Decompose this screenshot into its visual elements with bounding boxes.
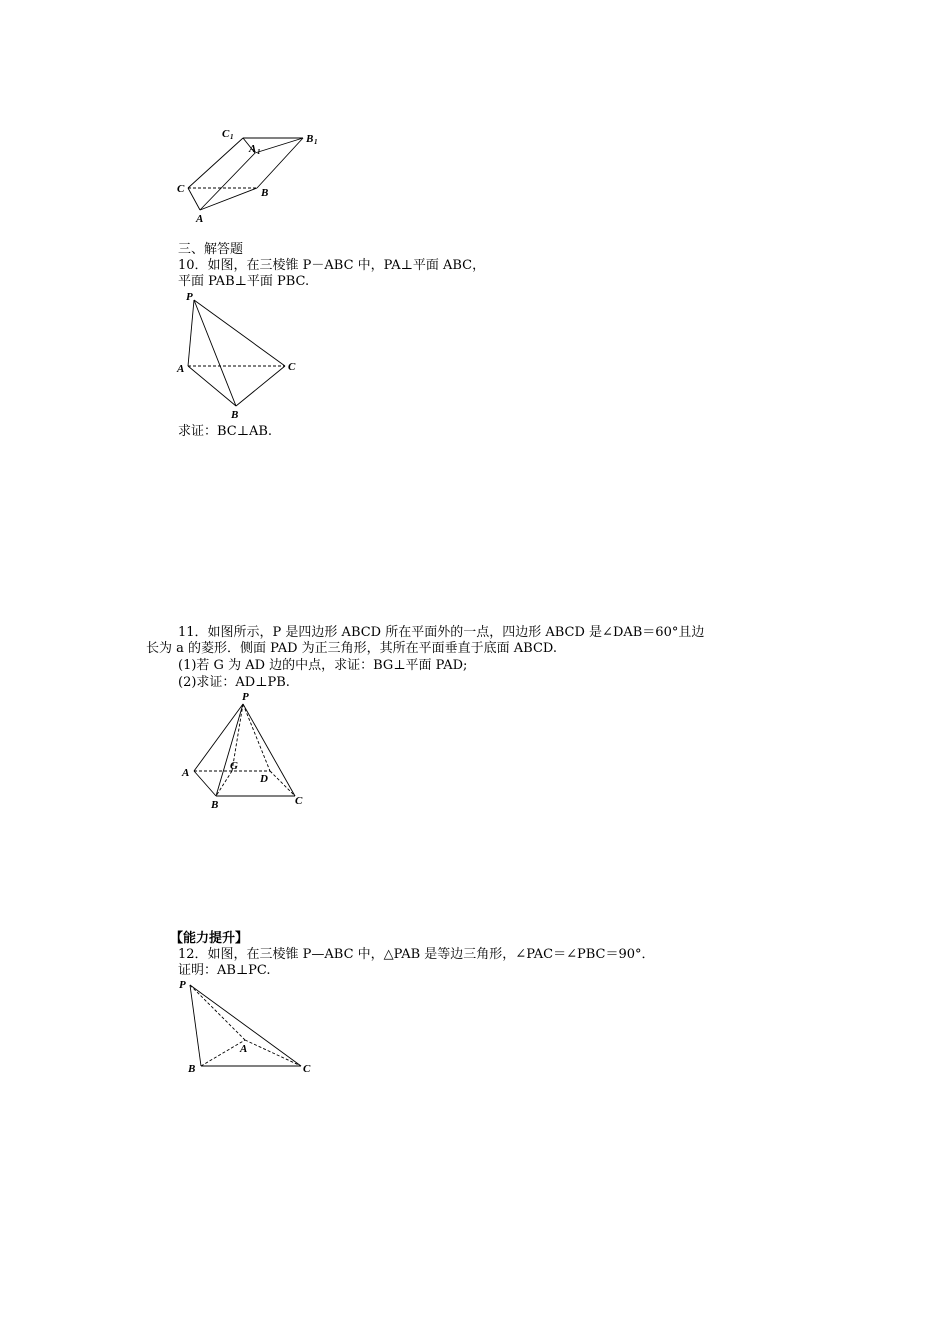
problem12-line1: 12．如图，在三棱锥 P—ABC 中，△PAB 是等边三角形，∠PAC＝∠PBC＝90°． xyxy=(178,947,655,962)
label-D: D xyxy=(260,773,268,785)
label-A: A xyxy=(182,767,190,779)
pyramid-figure-11 xyxy=(170,690,320,815)
label-G: G xyxy=(230,760,238,772)
label-P: P xyxy=(186,291,193,303)
label-A: A xyxy=(177,363,185,375)
label-C: C xyxy=(295,795,303,807)
ability-heading: 【能力提升】 xyxy=(170,931,249,946)
label-C: C xyxy=(288,361,296,373)
label-C1-sub: 1 xyxy=(230,133,234,141)
label-P: P xyxy=(242,691,249,703)
label-B1-sub: 1 xyxy=(314,138,318,146)
label-C1: C xyxy=(222,128,230,140)
label-C: C xyxy=(303,1063,311,1075)
tetrahedron-figure-10 xyxy=(170,288,310,423)
problem11-line1: 11．如图所示，P 是四边形 ABCD 所在平面外的一点，四边形 ABCD 是∠DAB＝60°且边 xyxy=(178,625,705,640)
problem10-line1: 10．如图，在三棱锥 P－ABC 中，PA⊥平面 ABC， xyxy=(178,258,486,273)
label-B: B xyxy=(231,409,239,421)
label-B: B xyxy=(261,187,269,199)
label-B1: B xyxy=(306,133,314,145)
problem11-part2: (2)求证：AD⊥PB. xyxy=(178,675,290,690)
label-B: B xyxy=(188,1063,196,1075)
problem12-prove: 证明：AB⊥PC. xyxy=(178,963,271,978)
problem11-line2: 长为 a 的菱形．侧面 PAD 为正三角形，其所在平面垂直于底面 ABCD. xyxy=(146,641,557,656)
label-P: P xyxy=(179,979,186,991)
problem10-prove: 求证：BC⊥AB. xyxy=(178,424,273,439)
problem11-part1: (1)若 G 为 AD 边的中点，求证：BG⊥平面 PAD; xyxy=(178,658,468,673)
label-A: A xyxy=(196,213,204,225)
section-heading: 三、解答题 xyxy=(178,242,244,257)
label-A1-sub: 1 xyxy=(257,148,261,156)
label-B: B xyxy=(211,799,219,811)
tetrahedron-figure-12 xyxy=(170,976,320,1081)
problem10-line2: 平面 PAB⊥平面 PBC. xyxy=(178,274,310,289)
label-A1: A xyxy=(249,143,257,155)
label-C: C xyxy=(177,183,185,195)
label-A: A xyxy=(240,1043,248,1055)
prism-figure xyxy=(170,120,340,230)
